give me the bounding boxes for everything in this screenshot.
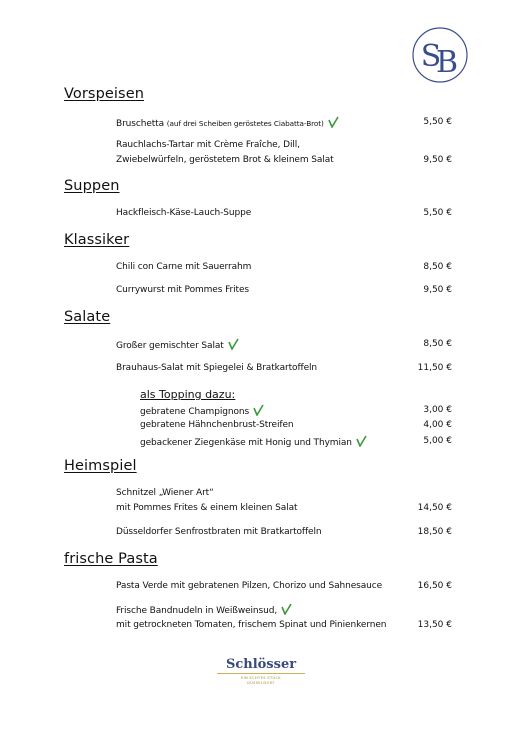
topping-item-ziegenkaese [140, 435, 367, 448]
schloesser-brewery-logo [213, 658, 309, 688]
topping-price: 3,00 € [423, 405, 452, 415]
section-title-heimspiel: Heimspiel [64, 458, 137, 474]
section-title-pasta: frische Pasta [64, 551, 158, 567]
vegetarian-leaf-icon [328, 116, 339, 128]
section-title-suppen: Suppen [64, 178, 120, 194]
item-price: 5,50 € [423, 208, 452, 218]
menu-item-schnitzel-line2: mit Pommes Frites & einem kleinen Salat [116, 503, 298, 513]
menu-item-brauhaus-salat: Brauhaus-Salat mit Spiegelei & Bratkartoffeln [116, 363, 318, 373]
menu-item-bruschetta [116, 116, 339, 129]
sb-monogram-logo [411, 26, 469, 84]
menu-item-currywurst: Currywurst mit Pommes Frites [116, 285, 249, 295]
sponsor-name: Schlösser [225, 657, 297, 672]
item-name: Frische Bandnudeln in Weißweinsud, [116, 606, 278, 616]
item-name: gebackener Ziegenkäse mit Honig und Thymian [140, 438, 352, 448]
menu-item-suppe: Hackfleisch-Käse-Lauch-Suppe [116, 208, 252, 218]
sponsor-tagline-2: DÜSSELDORF [247, 681, 275, 685]
menu-item-chili: Chili con Carne mit Sauerrahm [116, 262, 252, 272]
item-name: Großer gemischter Salat [116, 341, 224, 351]
item-note: (auf drei Scheiben geröstetes Ciabatta-Brot) [166, 119, 324, 128]
logo-monogram-s: S [420, 39, 442, 74]
item-price: 8,50 € [423, 339, 452, 349]
menu-item-bandnudeln-line2: mit getrockneten Tomaten, frischem Spinat und Pinienkernen [116, 620, 387, 630]
item-price: 11,50 € [417, 363, 452, 373]
item-price: 8,50 € [423, 262, 452, 272]
menu-item-schnitzel-line1: Schnitzel „Wiener Art“ [116, 488, 214, 498]
topping-heading: als Topping dazu: [140, 388, 236, 401]
menu-item-gemischter-salat [116, 338, 239, 351]
vegetarian-leaf-icon [356, 435, 367, 447]
menu-item-rauchlachs-line2: Zwiebelwürfeln, geröstetem Brot & kleinem Salat [116, 155, 334, 165]
logo-monogram-b: B [435, 45, 459, 80]
item-name: gebratene Champignons [140, 407, 250, 417]
topping-item-haehnchen: gebratene Hähnchenbrust-Streifen [140, 420, 294, 430]
vegetarian-leaf-icon [281, 603, 292, 615]
section-title-klassiker: Klassiker [64, 232, 130, 248]
item-price: 13,50 € [417, 620, 452, 630]
sponsor-divider [217, 673, 305, 674]
topping-item-champignons [140, 404, 264, 417]
item-price: 16,50 € [417, 581, 452, 591]
item-price: 5,50 € [423, 117, 452, 127]
topping-price: 4,00 € [423, 420, 452, 430]
menu-item-bandnudeln-line1 [116, 603, 292, 616]
topping-price: 5,00 € [423, 436, 452, 446]
section-title-vorspeisen: Vorspeisen [64, 86, 144, 102]
item-price: 18,50 € [417, 527, 452, 537]
item-price: 9,50 € [423, 155, 452, 165]
vegetarian-leaf-icon [228, 338, 239, 350]
menu-item-senfrostbraten: Düsseldorfer Senfrostbraten mit Bratkartoffeln [116, 527, 322, 537]
item-price: 9,50 € [423, 285, 452, 295]
item-price: 14,50 € [417, 503, 452, 513]
menu-item-pasta-verde: Pasta Verde mit gebratenen Pilzen, Chorizo und Sahnesauce [116, 581, 383, 591]
menu-item-rauchlachs-line1: Rauchlachs-Tartar mit Crème Fraîche, Dill, [116, 140, 300, 150]
section-title-salate: Salate [64, 309, 111, 325]
vegetarian-leaf-icon [253, 404, 264, 416]
sponsor-tagline-1: EIN ECHTES STÜCK [240, 676, 281, 680]
item-name: Bruschetta [116, 119, 165, 129]
